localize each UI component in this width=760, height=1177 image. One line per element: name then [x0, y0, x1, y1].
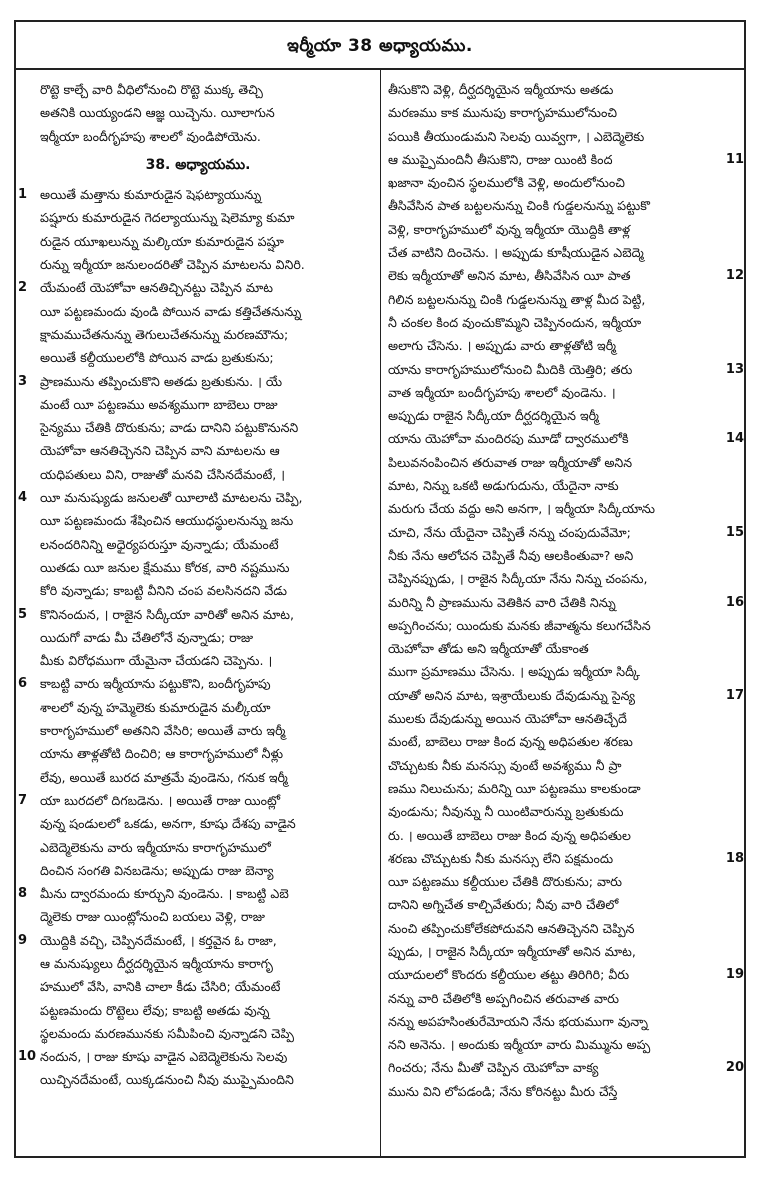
line-text: యీ పట్టణము కల్దీయుల చేతికి దొరుకును; వారు	[388, 874, 622, 890]
line-text: ఎబెద్మెలెకును వారు ఇర్మీయాను కారాగృహములో	[40, 839, 271, 855]
line-text: తీసివేసిన పాత బట్టలనున్ను చింకి గుడ్డలనున్ను పట్టుకొ	[388, 198, 650, 214]
line-text: నీకు నేను ఆలోచన చెప్పితే నీవు ఆలకింతువా? అని	[388, 547, 634, 563]
line-text: ఆ ముప్పైమందినీ తీసుకొని, రాజు యింటి కింద	[388, 151, 613, 167]
line-text: దానిని అగ్నిచేత కాల్చివేతురు; నీవు వారి చేతిలో	[388, 897, 619, 913]
verse-number: 20	[725, 1060, 744, 1076]
line-text: అయితే మత్తాను కుమారుడైన షెఫట్యాయున్ను	[40, 187, 262, 203]
text-line	[18, 929, 374, 952]
text-line	[388, 847, 744, 870]
line-text: యెహోవా ఆనతిచ్చెనని చెప్పిన వాని మాటలను ఆ	[40, 443, 280, 459]
line-text: మంటే, బాబెలు రాజు కింద వున్న అధిపతుల శరణు	[388, 734, 633, 750]
line-text: నందున, । రాజు కూషు వాడైన ఎబెద్మెలెకును సెలవు	[40, 1049, 288, 1065]
text-line	[388, 1056, 744, 1079]
line-text: యెహోవా తోడు అని ఇర్మీయాతో యేకాంత	[388, 641, 589, 657]
text-line	[22, 346, 374, 369]
text-line	[18, 1045, 374, 1068]
line-text: ఇర్మీయా బందీగృహపు శాలలో వుండిపోయెను.	[40, 128, 261, 144]
verse-number: 12	[725, 268, 744, 284]
text-line	[22, 416, 374, 439]
line-text: కోరి వున్నాడు; కాబట్టి వీనిని చంప వలసినదని వేడు	[40, 583, 287, 599]
text-line	[388, 218, 740, 241]
scripture-page	[14, 20, 746, 1158]
text-line	[388, 427, 744, 450]
line-text: లేవు, అయితే బురద మాత్రమే వుండెను, గనుక ఇర్మీ	[40, 769, 288, 785]
text-line	[18, 276, 374, 299]
line-text: గించరు; నేను మీతో చెప్పిన యెహోవా వాక్య	[388, 1060, 599, 1076]
text-line	[388, 148, 744, 171]
text-line	[388, 451, 740, 474]
text-line	[388, 544, 740, 567]
line-text: యిదుగో వాడు మీ చేతిలోనే వున్నాడు; రాజు	[40, 629, 254, 645]
line-text: చొచ్చుటకు నీకు మనస్సు వుంటే అవశ్యము నీ ప్రా	[388, 757, 622, 773]
line-text: రు. । అయితే బాబెలు రాజు కింద వున్న అధిపతుల	[388, 827, 631, 843]
text-line	[18, 486, 374, 509]
line-text: స్థలమందు మరణమునకు సమీపించి వున్నాడని చెప్పి	[40, 1025, 295, 1041]
text-line	[388, 917, 740, 940]
text-line	[388, 777, 740, 800]
verse-number: 5	[18, 606, 28, 622]
line-text: యితడు యీ జనుల క్షేమము కోరక, వారి నష్టమును	[40, 559, 290, 575]
line-text: యీ పట్టణమందు శేషించిన ఆయుధస్థులనున్ను జను	[40, 513, 294, 529]
line-text: పయికి తీయుండుమని సెలవు యివ్వగా, । ఎబెద్మెలెకు	[388, 128, 645, 144]
line-text: నన్ను అపహసింతురేమోయని నేను భయముగా వున్నా	[388, 1013, 648, 1029]
text-line	[388, 404, 740, 427]
line-text: యాతో అనిన మాట, ఇశ్రాయేలుకు దేవుడున్ను సైన్య	[388, 687, 636, 703]
verse-number: 13	[725, 361, 744, 377]
line-text: యాను తాళ్లతోటి దించిరి; ఆ కారాగృహములో నీళ్లు	[40, 746, 284, 762]
line-text: మును విని లోపడండి; నేను కోరినట్టు మీరు చేస్తే	[388, 1083, 618, 1099]
text-line	[22, 206, 374, 229]
line-text: దించిన సంగతి వినబడెను; అప్పుడు రాజు బెన్యా	[40, 862, 274, 878]
text-line	[388, 521, 744, 544]
text-line	[388, 288, 740, 311]
right-column	[388, 78, 744, 1103]
line-text: క్షామముచేతనున్ను తెగులుచేతనున్ను మరణమౌను;	[40, 326, 289, 342]
line-text: చెప్పినప్పుడు, । రాజైన సిద్కీయా నేను నిన్ను చంపను,	[388, 571, 648, 587]
text-line	[388, 754, 740, 777]
page-title: ఇర్మీయా 38 అధ్యాయము.	[287, 36, 473, 56]
text-line	[388, 987, 740, 1010]
text-line	[22, 975, 374, 998]
text-line	[22, 649, 374, 672]
text-line	[22, 300, 374, 323]
verse-number: 17	[725, 687, 744, 703]
line-text: మరుగు చేయ వద్దు అని అనగా, । ఇర్మీయా సిద్కీయాను	[388, 501, 655, 517]
left-column	[18, 78, 374, 1092]
line-text: యాను కారాగృహములోనుంచి మీదికి యెత్తిరి; తరు	[388, 361, 633, 377]
text-line	[388, 101, 740, 124]
line-text: యిచ్చినదేమంటే, యిక్కడనుంచి నీవు ముప్పైమందిని	[40, 1072, 294, 1088]
line-text: చూచి, నేను యేదైనా చెప్పితే నన్ను చంపుదువేమో;	[388, 524, 631, 540]
line-text: యీ పట్టణమందు వుండి పోయిన వాడు కత్తిచేతనున్ను	[40, 303, 302, 319]
line-text: ములకు దేవుడున్ను అయిన యెహోవా ఆనతిచ్చేదే	[388, 711, 627, 727]
text-line	[22, 999, 374, 1022]
text-line	[22, 905, 374, 928]
line-text: ఆ మనుష్యులు దీర్ఘదర్శియైన ఇర్మీయాను కారాగృ	[40, 955, 273, 971]
text-line	[22, 253, 374, 276]
line-text: కారాగృహములో అతనిని వేసిరి; అయితే వారు ఇర్మీ	[40, 723, 286, 739]
line-text: యధిపతులు విని, రాజుతో మనవి చేసినదేమంటే, ।	[40, 466, 286, 482]
verse-number: 16	[725, 594, 744, 610]
line-text: నని అనెను. । అందుకు ఇర్మీయా వారు మిమ్మును అప్ప	[388, 1037, 651, 1053]
text-line	[388, 334, 740, 357]
line-text: మీను ద్వారమందు కూర్చుని వుండెను. । కాబట్టి ఎబె	[40, 886, 289, 902]
text-line	[22, 696, 374, 719]
line-text: కొనినందున, । రాజైన సిద్కీయా వారితో అనిన మాట,	[40, 606, 294, 622]
line-text: కాబట్టి వారు ఇర్మీయాను పట్టుకొని, బందీగృహపు	[40, 676, 271, 692]
verse-number: 3	[18, 373, 28, 389]
verse-number: 9	[18, 932, 28, 948]
line-text: ప్రాణమును తప్పించుకొని అతడు బ్రతుకును. । యే	[40, 373, 283, 389]
line-text: వున్న షండులలో ఒకడు, అనగా, కూషు దేశపు వాడైన	[40, 816, 296, 832]
line-text: అయితే కల్దీయులలోకి పోయిన వాడు బ్రతుకును;	[40, 350, 274, 366]
verse-number: 18	[725, 850, 744, 866]
text-line	[22, 719, 374, 742]
text-line	[388, 567, 740, 590]
text-line	[22, 1068, 374, 1091]
text-line	[388, 358, 744, 381]
text-line	[22, 626, 374, 649]
text-line	[22, 859, 374, 882]
text-line	[22, 230, 374, 253]
chapter-heading: 38. అధ్యాయము.	[145, 156, 251, 173]
verse-number: 11	[725, 151, 744, 167]
text-line	[388, 497, 740, 520]
text-line	[18, 603, 374, 626]
line-text: మరిన్ని నీ ప్రాణమును వెతికిన వారి చేతికి నిన్ను	[388, 594, 616, 610]
text-line	[22, 78, 374, 101]
line-text: అప్పగించను; యిందుకు మనకు జీవాత్మను కలుగచేసిన	[388, 617, 651, 633]
text-line	[22, 1022, 374, 1045]
text-line	[22, 323, 374, 346]
line-text: ముగా ప్రమాణము చేసెను. । అప్పుడు ఇర్మీయా సిద్కీ	[388, 664, 641, 680]
text-line	[18, 789, 374, 812]
text-line	[388, 264, 744, 287]
line-text: అలాగు చేసెను. । అప్పుడు వారు తాళ్లతోటి ఇర్మీ	[388, 338, 616, 354]
line-text: అతనికి యియ్యండని ఆజ్ఞ యిచ్చెను. యీలాగున	[40, 105, 275, 121]
verse-number: 8	[18, 886, 28, 902]
line-text: వెళ్లి, కారాగృహములో వున్న ఇర్మీయా యొద్దికి తాళ్ల	[388, 221, 631, 237]
text-line	[22, 393, 374, 416]
text-line	[388, 637, 740, 660]
text-line	[22, 509, 374, 532]
text-line	[388, 824, 740, 847]
text-line	[388, 707, 740, 730]
line-text: ణము నిలుచును; మరిన్ని యీ పట్టణము కాలకుండా	[388, 780, 641, 796]
text-line	[22, 812, 374, 835]
text-line	[388, 311, 740, 334]
line-text: లెకు ఇర్మీయాతో అనిన మాట, తీసివేసిన యీ పాత	[388, 268, 631, 284]
text-line	[388, 730, 740, 753]
text-line	[22, 952, 374, 975]
line-text: రుడైన యూఖలున్ను మల్కియా కుమారుడైన పష్షూ	[40, 233, 284, 249]
line-text: రున్ను ఇర్మీయా జనులందరితో చెప్పిన మాటలను వినిరి.	[40, 257, 305, 273]
line-text: యీ మనుష్యుడు జనులతో యీలాటి మాటలను చెప్పి,	[40, 490, 303, 506]
text-line	[22, 439, 374, 462]
text-line	[388, 194, 740, 217]
text-line	[22, 101, 374, 124]
text-line	[22, 556, 374, 579]
line-text: మరణము కాక మునుపు కారాగృహములోనుంచి	[388, 105, 618, 121]
line-text: నుంచి తప్పించుకోలేకపోదువని ఆనతిచ్చెనని చెప్పిన	[388, 920, 635, 936]
text-line	[22, 766, 374, 789]
line-text: మాట, నిన్ను ఒకటి అడుగుదును, యేదైనా నాకు	[388, 478, 619, 494]
verse-number: 2	[18, 280, 28, 296]
text-line	[22, 579, 374, 602]
line-text: తీసుకొని వెళ్లి, దీర్ఘదర్శియైన ఇర్మీయాను అతడు	[388, 82, 614, 97]
line-text: శరణు చొచ్చుటకు నీకు మనస్సు లేని పక్షమందు	[388, 850, 614, 866]
text-line	[22, 742, 374, 765]
text-line	[18, 672, 374, 695]
line-text: యొద్దికి వచ్చి, చెప్పినదేమంటే, । కర్తవైన ఓ రాజా,	[40, 932, 277, 948]
line-text: ద్మెలెకు రాజు యింట్లోనుంచి బయలు వెళ్లి, రాజు	[40, 909, 265, 925]
text-line	[388, 614, 740, 637]
line-text: ప్పుడు, । రాజైన సిద్కీయా ఇర్మీయాతో అనిన మాట,	[388, 943, 636, 959]
line-text: గిలిన బట్టలనున్ను చింకి గుడ్డలనున్ను తాళ్ల మీద పెట్టి,	[388, 291, 646, 307]
line-text: సైన్యము చేతికి దొరుకును; వాడు దానిని పట్టుకొనునని	[40, 420, 299, 436]
text-line	[22, 125, 374, 148]
line-text: వాత ఇర్మీయా బందీగృహపు శాలలో వుండెను. ।	[388, 384, 616, 400]
verse-number: 10	[18, 1049, 37, 1065]
line-text: నీ చంకల కింద వుంచుకొమ్మని చెప్పినందున, ఇర్మీయా	[388, 314, 642, 330]
line-text: రొట్టె కాల్చే వారి వీధిలోనుంచి రొట్టె ముక్క తెచ్చి	[40, 82, 263, 97]
text-line	[388, 241, 740, 264]
line-text: యాను యెహోవా మందిరపు మూడో ద్వారములోకి	[388, 431, 629, 447]
line-text: పిలువనంపించిన తరువాత రాజు ఇర్మీయాతో అనిన	[388, 454, 633, 470]
column-divider	[380, 68, 381, 1156]
line-text: యేమంటే యెహోవా ఆనతిచ్చినట్టు చెప్పిన మాట	[40, 280, 273, 296]
line-text: శాలలో వున్న హమ్మెలెకు కుమారుడైన మల్కీయా	[40, 699, 271, 715]
line-text: పట్టణమందు రొట్టెలు లేవు; కాబట్టి అతడు వున్న	[40, 1002, 270, 1018]
verse-number: 1	[18, 187, 28, 203]
verse-number: 19	[725, 967, 744, 983]
verse-number: 6	[18, 676, 28, 692]
line-text: చేత వాటిని దించెను. । అప్పుడు కూషీయుడైన ఎబెద్మె	[388, 245, 644, 261]
text-line	[388, 474, 740, 497]
line-text: వుండును; నీవున్ను నీ యింటివారున్ను బ్రతుకుదు	[388, 804, 624, 820]
verse-number: 15	[725, 524, 744, 540]
line-text: ఖజానా వుంచిన స్థలములోకి వెళ్లి, అందులోనుంచి	[388, 175, 625, 191]
verse-number: 7	[18, 792, 28, 808]
text-line	[388, 171, 740, 194]
text-line	[388, 125, 740, 148]
text-line	[388, 660, 740, 683]
text-line	[388, 800, 740, 823]
text-line	[22, 836, 374, 859]
text-line	[388, 78, 740, 101]
text-line	[388, 381, 740, 404]
text-line	[18, 183, 374, 206]
line-text: పష్షూరు కుమారుడైన గెదల్యాయున్ను షెలెమ్యా కుమా	[40, 210, 295, 226]
line-text: మంటే యీ పట్టణము అవశ్యముగా బాబెలు రాజు	[40, 396, 278, 412]
line-text: లనందరినిన్ని అధైర్యపరుస్తూ వున్నాడు; యేమంటే	[40, 536, 279, 552]
line-text: హములో వేసి, వానికి చాలా కీడు చేసిరి; యేమంటే	[40, 979, 281, 995]
text-line	[18, 882, 374, 905]
text-line	[388, 893, 740, 916]
text-line	[388, 1033, 740, 1056]
line-text: మీకు విరోధముగా యేమైనా చేయడని చెప్పెను. ।	[40, 653, 273, 669]
text-line	[388, 940, 740, 963]
text-line	[388, 1010, 740, 1033]
page-header	[16, 22, 744, 70]
line-text: యూదులలో కొందరు కల్దీయుల తట్టు తిరిగిరి; వీరు	[388, 967, 630, 983]
line-text: యా బురదలో దిగబడెను. । అయితే రాజు యింట్లో	[40, 792, 281, 808]
text-line	[22, 533, 374, 556]
text-line	[388, 684, 744, 707]
text-line	[388, 1080, 740, 1103]
text-line	[22, 463, 374, 486]
text-line	[388, 591, 744, 614]
text-line	[388, 870, 740, 893]
verse-number: 14	[725, 431, 744, 447]
text-line	[18, 370, 374, 393]
line-text: అప్పుడు రాజైన సిద్కీయా దీర్ఘదర్శియైన ఇర్మీ	[388, 408, 599, 424]
verse-number: 4	[18, 490, 28, 506]
line-text: నన్ను వారి చేతిలోకి అప్పగించిన తరువాత వారు	[388, 990, 619, 1006]
text-line	[388, 963, 744, 986]
